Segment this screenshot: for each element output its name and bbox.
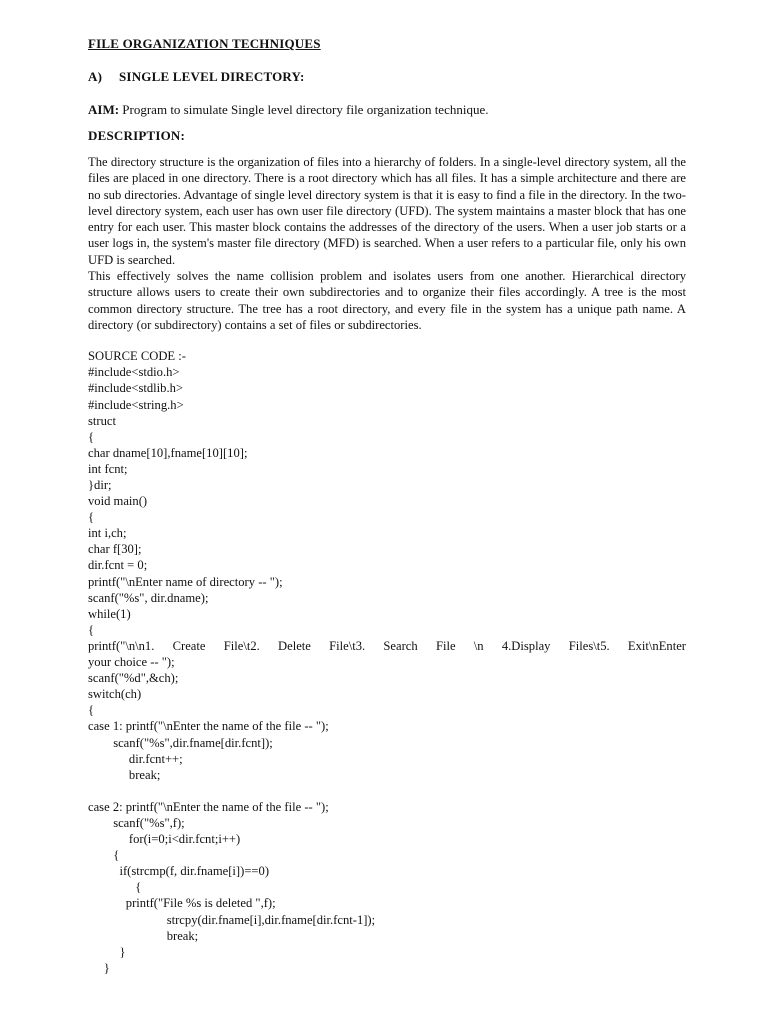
code-line: dir.fcnt++; [88, 751, 183, 766]
document-title: FILE ORGANIZATION TECHNIQUES [88, 36, 321, 51]
description-paragraph: This effectively solves the name collision problem and isolates users from one another. Hierarchical directory structure allows users to create their own subdirectories and to organize their files accordingly. A tree is the most common directory structure. The tree has a root directory, and every file in the system has a unique path name. A directory (or subdirectory) contains a set of files or subdirectories. [88, 269, 686, 332]
aim-label: AIM: [88, 102, 120, 117]
code-line: #include<stdlib.h> [88, 381, 184, 396]
code-line: scanf("%s",dir.fname[dir.fcnt]); [88, 735, 273, 750]
code-line: case 2: printf("\nEnter the name of the file -- "); [88, 799, 329, 814]
code-line: case 1: printf("\nEnter the name of the file -- "); [88, 719, 329, 734]
code-line: int fcnt; [88, 461, 128, 476]
code-line: if(strcmp(f, dir.fname[i])==0) [88, 864, 270, 879]
code-line: while(1) [88, 606, 131, 621]
code-line: char f[30]; [88, 542, 142, 557]
code-line: struct [88, 413, 116, 428]
code-line: { [88, 848, 120, 863]
code-line: printf("File %s is deleted ",f); [88, 896, 276, 911]
code-line: { [88, 429, 95, 444]
code-line: printf("\nEnter name of directory -- "); [88, 574, 283, 589]
code-line: { [88, 880, 142, 895]
section-marker: A) [88, 69, 103, 84]
code-line: void main() [88, 494, 148, 509]
code-line: for(i=0;i<dir.fcnt;i++) [88, 832, 241, 847]
aim-statement [88, 102, 686, 118]
code-line: scanf("%s",f); [88, 815, 185, 830]
code-line: dir.fcnt = 0; [88, 558, 148, 573]
code-line: break; [88, 928, 199, 943]
code-line: { [88, 703, 95, 718]
code-line: scanf("%d",&ch); [88, 671, 179, 686]
code-line [88, 783, 686, 799]
code-line: { [88, 622, 95, 637]
code-line: } [88, 960, 110, 975]
code-line: }dir; [88, 478, 112, 493]
section-heading [88, 69, 686, 85]
code-line: { [88, 510, 95, 525]
code-line: switch(ch) [88, 687, 142, 702]
code-line: strcpy(dir.fname[i],dir.fname[dir.fcnt-1]); [88, 912, 376, 927]
code-line: printf("\n\n1. Create File\t2. Delete File\t3. Search File \n 4.Display Files\t5. Exit\nEnter [88, 638, 686, 653]
description-heading: DESCRIPTION: [88, 128, 186, 143]
code-line: #include<stdio.h> [88, 365, 180, 380]
document-page [88, 36, 686, 976]
code-line: #include<string.h> [88, 397, 184, 412]
aim-text: Program to simulate Single level directory file organization technique. [119, 102, 489, 117]
code-line: } [88, 944, 126, 959]
code-line: break; [88, 767, 161, 782]
section-heading-text: SINGLE LEVEL DIRECTORY: [119, 69, 305, 84]
description-paragraph: The directory structure is the organization of files into a hierarchy of folders. In a single-level directory system, all the files are placed in one directory. There is a root directory which has all files. It has a simple architecture and there are no sub directories. Advantage of single level directory system is that it is easy to find a file in the directory. In the two-level directory system, each user has own user file directory (UFD). The system maintains a master block that has one entry for each user. This master block contains the addresses of the directory of the users. When a user job starts or a user logs in, the system's master file directory (MFD) is searched. When a user refers to a particular file, only his own UFD is searched. [88, 155, 686, 267]
code-line: int i,ch; [88, 526, 127, 541]
code-line: scanf("%s", dir.dname); [88, 590, 209, 605]
source-code-heading: SOURCE CODE :- [88, 349, 186, 364]
source-code-block [88, 348, 686, 976]
code-line: your choice -- "); [88, 655, 175, 670]
code-line: char dname[10],fname[10][10]; [88, 445, 248, 460]
